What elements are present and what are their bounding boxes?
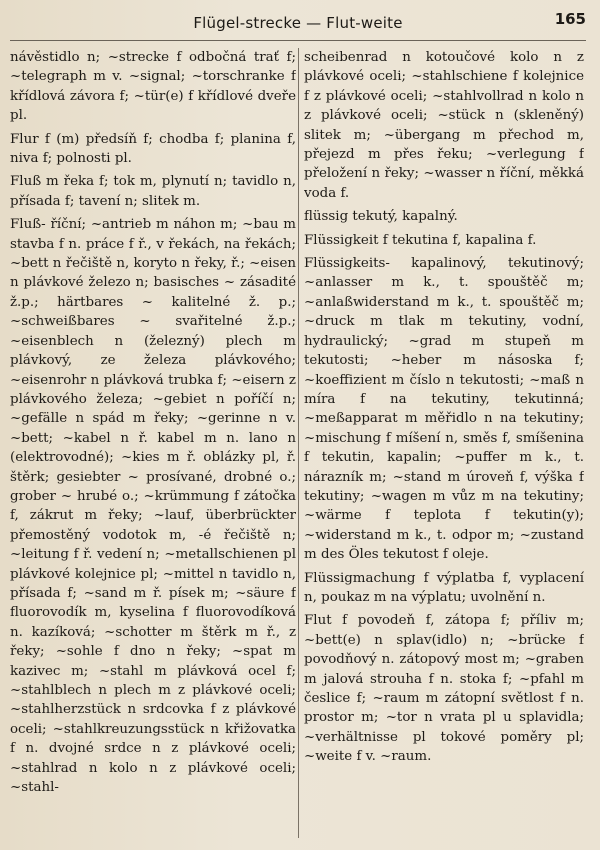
dictionary-entry: Fluß m řeka f; tok m, plynutí n; tavidlo n, přísada f; tavení n; slitek m. (10, 174, 296, 209)
page-number: 165 (554, 10, 586, 28)
dictionary-entry: Flur f (m) předsíň f; chodba f; planina f, niva f; polnosti pl. (10, 131, 296, 167)
dictionary-entry: návěstidlo n; ~strecke f odbočná trať f; ~telegraph m v. ~signal; ~torschranke f křídlová závora f; ~tür(e) f křídlové dveře pl. (10, 50, 296, 124)
left-column (10, 48, 296, 844)
dictionary-entry: Fluß- říční; ~antrieb m náhon m; ~bau m stavba f n. práce f ř., v řekách, na řekách; ~bett n řečiště n, koryto n řeky, ř.; ~eisen n plávkové železo n; basisches ~ zásadité ž.p.; härtbares ~ kalitelné ž. p.; ~schweißbares ~ svařitelné ž.p.; ~eisenblech n (železný) plech m plávkový, ze železa plávkového; ~eisenrohr n plávková trubka f; ~eisern z plávkového železa; ~gebiet n poříčí n; ~gefälle n spád m řeky; ~gerinne n v. ~bett; ~kabel n ř. kabel m n. lano n (elektrovodné); ~kies m ř. oblázky pl, ř. štěrk; gesiebter ~ prosívané, drobné o.; grober ~ hrubé o.; ~krümmung f zátočka f, zákrut m řeky; ~lauf, überbrückter přemostěný vodotok m, -é řečiště n; ~leitung f ř. vedení n; ~metallschienen pl plávkové kolejnice pl; ~mittel n tavidlo n, přísada f; ~sand m ř. písek m; ~säure f fluorovodík m, kyselina f fluorovodíková n. kazíková; ~schotter m štěrk m ř., z řeky; ~sohle f dno n řeky; ~spat m kazivec m; ~stahl m plávková ocel f; ~stahlblech n plech m z plávkové oceli; ~stahlherzstück n srdcovka f z plávkové oceli; ~stahlkreuzungsstück n křižovatka f n. dvojné srdce n z plávkové oceli; ~stahlrad n kolo n z plávkové oceli; ~stahl- (10, 217, 296, 796)
dictionary-entry: Flüssigkeit f tekutina f, kapalina f. (304, 232, 537, 248)
dictionary-entry: Flut f povodeň f, zátopa f; příliv m; ~bett(e) n splav(idlo) n; ~brücke f povodňový n. zátopový most m; ~graben m jalová strouha f n. stoka f; ~pfahl m česlice f; ~raum m zátopní světlost f n. prostor m; ~tor n vrata pl u splavidla; ~verhältnisse pl tokové poměry pl; ~weite f v. ~raum. (304, 613, 584, 765)
text-columns (10, 48, 588, 844)
running-head: Flügel-strecke — Flut-weite (193, 14, 403, 32)
right-column (304, 48, 584, 844)
dictionary-entry: Flüssigkeits- kapalinový, tekutinový; ~anlasser m k., t. spouštěč m; ~anlaßwiderstand m k., t. spouštěč m; ~druck m tlak m tekutiny, vodní, hydraulický; ~grad m stupeň m tekutosti; ~heber m násoska f; ~koeffizient m číslo n tekutosti; ~maß n míra f na tekutiny, tekutinná; ~meßapparat m měřidlo n na tekutiny; ~mischung f míšení n, směs f, smíšenina f tekutin, kapalin; ~puffer m k., t. nárazník m; ~stand m úroveň f, výška f tekutiny; ~wagen m vůz m na tekutiny; ~wärme f teplota f tekutin(y); ~widerstand m k., t. odpor m; ~zustand m des Öles tekutost f oleje. (304, 256, 584, 563)
dictionary-entry: flüssig tekutý, kapalný. (304, 209, 458, 225)
dictionary-entry: Flüssigmachung f výplatba f, vyplacení n, poukaz m na výplatu; uvolnění n. (304, 570, 584, 605)
dictionary-entry: scheibenrad n kotoučové kolo n z plávkové oceli; ~stahlschiene f kolejnice f z plávkové oceli; ~stahlvollrad n kolo n z plávkové oceli; ~stück n (skleněný) slitek m; ~übergang m přechod m, přejezd m přes řeku; ~verlegung f přeložení n řeky; ~wasser n říční, měkká voda f. (304, 50, 584, 201)
page-header (10, 6, 586, 41)
column-divider (298, 48, 299, 838)
